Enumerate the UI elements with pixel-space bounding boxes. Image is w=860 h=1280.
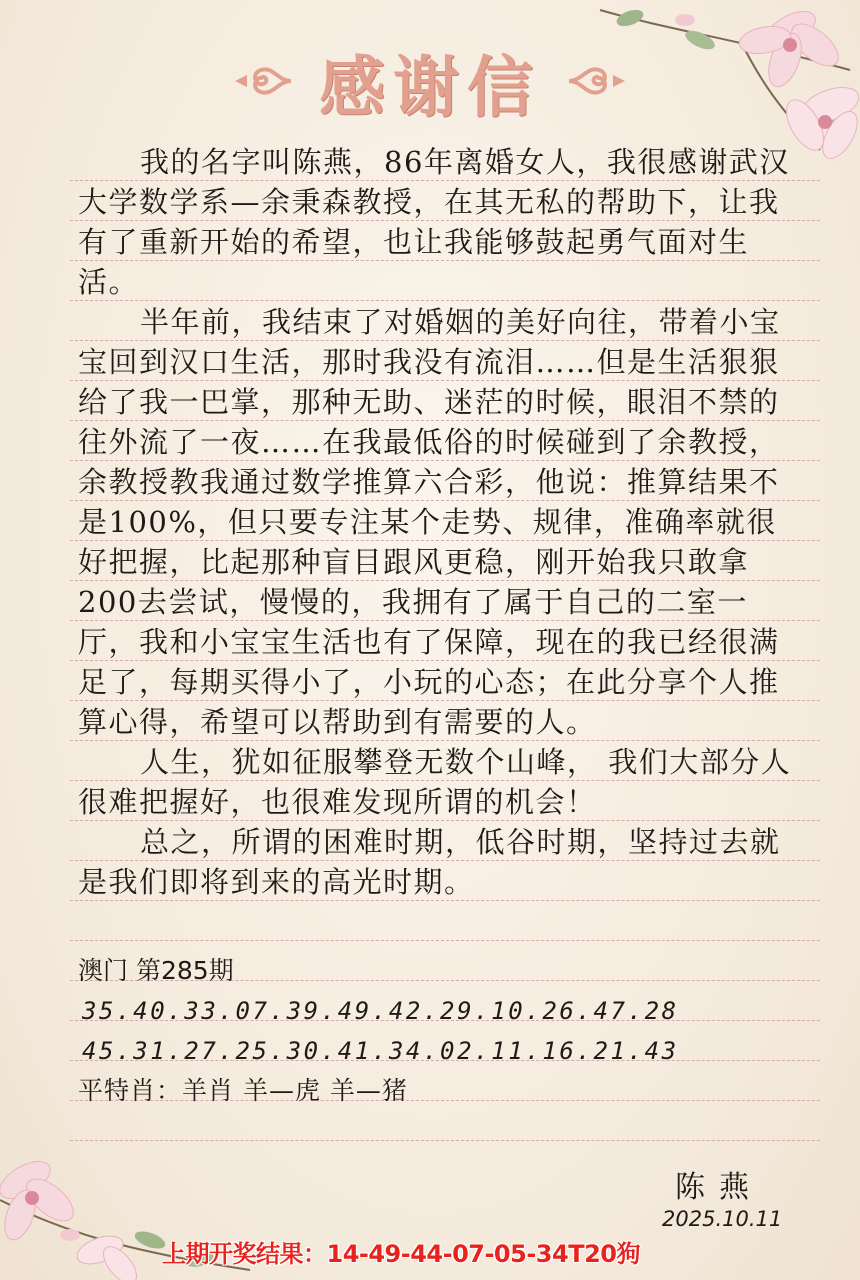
right-ornament-icon [567, 56, 627, 106]
paragraph: 半年前，我结束了对婚姻的美好向往，带着小宝宝回到汉口生活，那时我没有流泪……但是生活狠狠给了我一巴掌，那种无助、迷茫的时候，眼泪不禁的往外流了一夜……在我最低俗的时候碰到了余教授，余教授教我通过数学推算六合彩，他说：推算结果不是100%，但只要专注某个走势、规律，准确率就很好把握，比起那种盲目跟风更稳，刚开始我只敢拿200去尝试，慢慢的，我拥有了属于自己的二室一厅，我和小宝宝生活也有了保障，现在的我已经很满足了，每期买得小了，小玩的心态；在此分享个人推算心得，希望可以帮助到有需要的人。 [78, 305, 781, 739]
paragraph: 我的名字叫陈燕，86年离婚女人，我很感谢武汉大学数学系—余秉森教授，在其无私的帮助下，让我有了重新开始的希望，也让我能够鼓起勇气面对生活。 [78, 145, 790, 299]
paragraph: 总之，所谓的困难时期，低谷时期，坚持过去就是我们即将到来的高光时期。 [78, 825, 781, 899]
numbers-row: 35.40.33.07.39.49.42.29.10.26.47.28 [82, 997, 679, 1025]
paragraph: 人生，犹如征服攀登无数个山峰， 我们大部分人很难把握好，也很难发现所谓的机会！ [78, 745, 792, 819]
signature: 陈燕 [675, 1170, 763, 1205]
letter-body [78, 142, 798, 902]
title-area [0, 36, 860, 126]
numbers-row: 45.31.27.25.30.41.34.02.11.16.21.43 [82, 1037, 679, 1065]
left-ornament-icon [233, 56, 293, 106]
zodiac-line: 平特肖：羊肖 羊—虎 羊—猪 [78, 1076, 408, 1105]
numbers-block [78, 951, 798, 1111]
signature-date: 2025.10.11 [662, 1207, 783, 1231]
last-result-banner: 上期开奖结果：14-49-44-07-05-34T20狗 [162, 1240, 640, 1268]
issue-label: 澳门 第285期 [78, 956, 234, 985]
letter-title: 感谢信 [319, 48, 541, 126]
